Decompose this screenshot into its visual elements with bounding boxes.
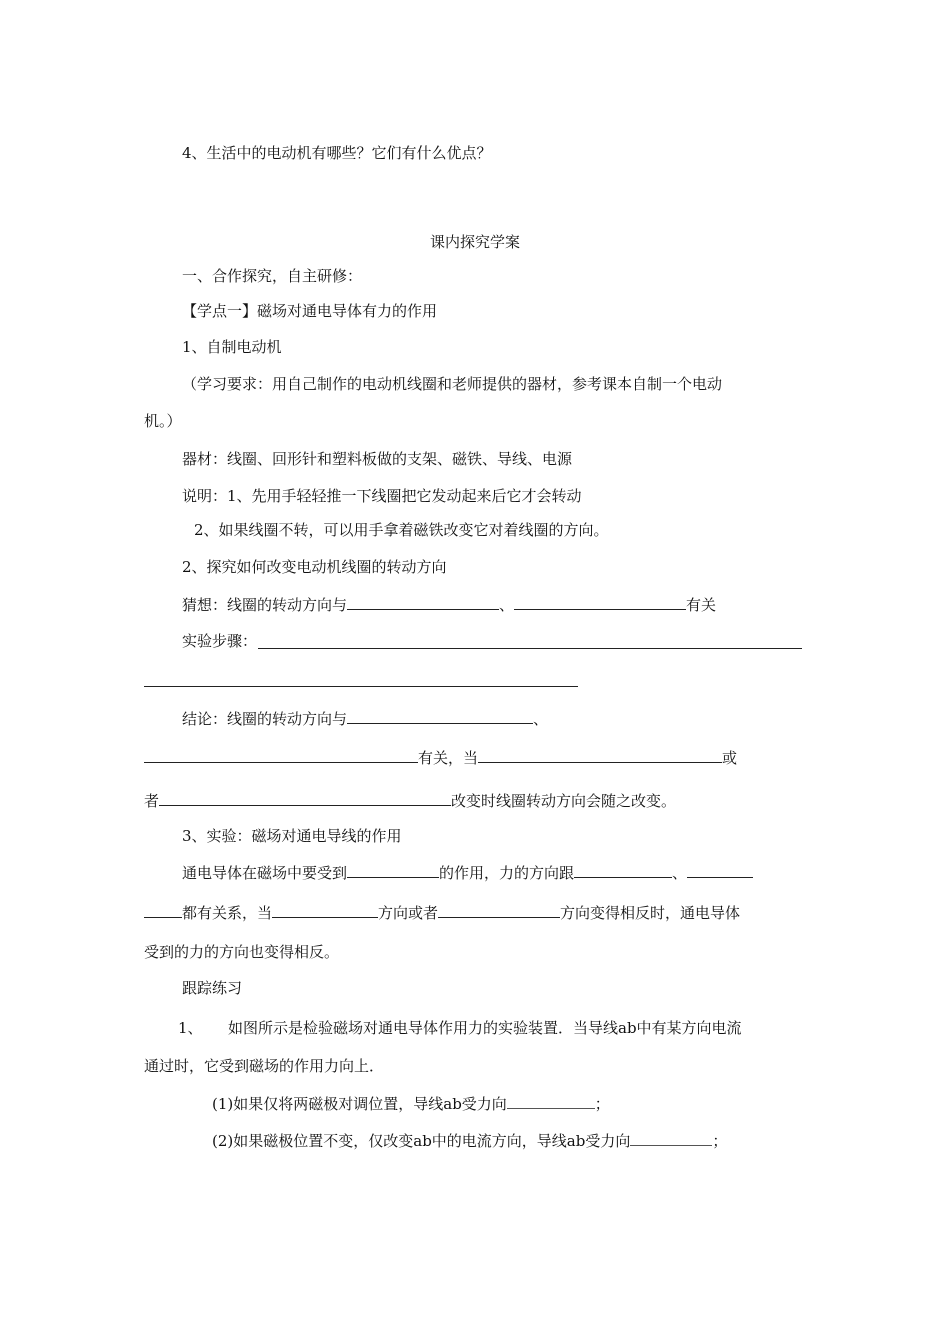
item-3-heading: 3、实验：磁场对通电导线的作用: [182, 827, 402, 845]
force-text-a: 通电导体在磁场中要受到: [182, 864, 348, 882]
conclusion-text-f: 改变时线圈转动方向会随之改变。: [451, 792, 677, 810]
conclusion-text-e: 者: [144, 792, 160, 810]
conclusion-blank-1[interactable]: [347, 708, 533, 724]
conclusion-text-d: 或: [722, 749, 738, 767]
guess-text-b: 、: [499, 596, 515, 614]
question-4: 4、生活中的电动机有哪些？它们有什么优点？: [182, 144, 492, 162]
conclusion-line-1: [182, 708, 548, 728]
steps-label: 实验步骤：: [182, 632, 258, 650]
conclusion-blank-3[interactable]: [478, 747, 722, 763]
part-heading: 一、合作探究，自主研修：: [182, 267, 363, 285]
guess-blank-1[interactable]: [347, 594, 499, 610]
conclusion-text-b: 、: [533, 710, 549, 728]
item-2-heading: 2、探究如何改变电动机线圈的转动方向: [182, 558, 447, 576]
conclusion-text-a: 结论：线圈的转动方向与: [182, 710, 348, 728]
force-line-1: [182, 862, 753, 882]
conclusion-blank-2[interactable]: [144, 747, 418, 763]
sub2-text-a: (2)如果磁极位置不变，仅改变ab中的电流方向，导线ab受力向: [212, 1132, 631, 1150]
practice-heading: 跟踪练习: [182, 979, 243, 997]
sub2-blank[interactable]: [630, 1130, 712, 1146]
force-blank-3[interactable]: [687, 862, 753, 878]
guess-text-a: 猜想：线圈的转动方向与: [182, 596, 348, 614]
steps-blank-1[interactable]: [258, 648, 802, 649]
note-line-2: 2、如果线圈不转，可以用手拿着磁铁改变它对着线圈的方向。: [194, 521, 609, 539]
force-text-e: 方向或者: [378, 904, 439, 922]
force-text-c: 、: [672, 864, 688, 882]
exercise-1-line-2: 通过时，它受到磁场的作用力向上．: [144, 1057, 385, 1075]
sub-question-2: [212, 1130, 727, 1150]
sub1-text-a: (1)如果仅将两磁极对调位置，导线ab受力向: [212, 1095, 507, 1113]
learning-point-heading: 【学点一】磁场对通电导体有力的作用: [182, 302, 438, 320]
exercise-1-number: 1、: [178, 1019, 203, 1037]
force-blank-2[interactable]: [574, 862, 672, 878]
sub-question-1: [212, 1093, 610, 1113]
sub1-blank[interactable]: [507, 1093, 595, 1109]
requirement-line-1: （学习要求：用自己制作的电动机线圈和老师提供的器材，参考课本自制一个电动: [182, 375, 723, 393]
steps-blank-2[interactable]: [144, 686, 578, 687]
sub1-text-b: ；: [594, 1095, 610, 1113]
requirement-line-2: 机。）: [144, 412, 182, 430]
force-blank-3-cont[interactable]: [144, 902, 182, 918]
conclusion-line-2: [144, 747, 737, 767]
guess-text-c: 有关: [686, 596, 717, 614]
materials-text: 器材：线圈、回形针和塑料板做的支架、磁铁、导线、电源: [182, 450, 573, 468]
conclusion-text-c: 有关，当: [418, 749, 479, 767]
conclusion-blank-4[interactable]: [159, 790, 451, 806]
guess-blank-2[interactable]: [514, 594, 686, 610]
force-line-2: [144, 902, 740, 922]
force-blank-5[interactable]: [438, 902, 560, 918]
item-1-heading: 1、自制电动机: [182, 338, 282, 356]
section-title: 课内探究学案: [429, 233, 520, 251]
conclusion-line-3: [144, 790, 676, 810]
force-text-d: 都有关系，当: [182, 904, 273, 922]
exercise-1-line-1: 如图所示是检验磁场对通电导体作用力的实验装置．当导线ab中有某方向电流: [228, 1019, 742, 1037]
force-blank-1[interactable]: [347, 862, 439, 878]
force-text-b: 的作用，力的方向跟: [439, 864, 575, 882]
force-text-f: 方向变得相反时，通电导体: [560, 904, 741, 922]
note-line-1: 说明：1、先用手轻轻推一下线圈把它发动起来后它才会转动: [182, 487, 582, 505]
guess-line: [182, 594, 716, 614]
force-blank-4[interactable]: [272, 902, 378, 918]
force-line-3: 受到的力的方向也变得相反。: [144, 943, 340, 961]
sub2-text-b: ；: [712, 1132, 728, 1150]
